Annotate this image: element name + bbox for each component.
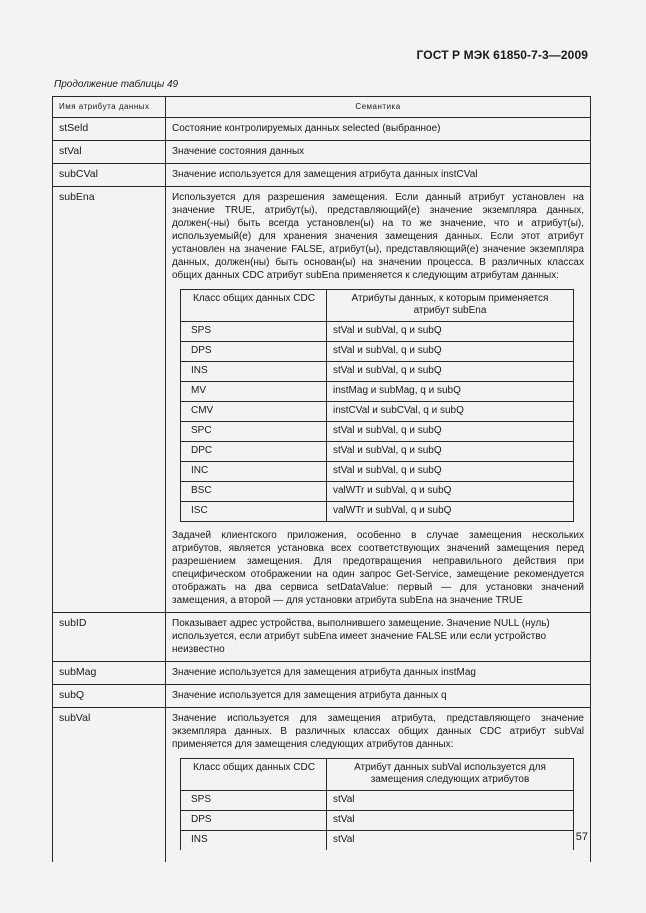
table-row-stVal <box>53 141 591 164</box>
cdc-class: ISC <box>181 502 327 522</box>
inner-table-row <box>181 422 574 442</box>
inner-table-row <box>181 502 574 522</box>
attribute-semantics-note: Задачей клиентского приложения, особенно в случае замещения нескольких атрибутов, является установка всех соответствующих значений замещения перед разрешением замещения. Для предотвращения неправильного действия при специфическом отображении на один запрос Get-Service, замещение рекомендуется отображать на два сервиса setDataValue: первый — для установки значений замещения, а второй — для установки атрибута subEna на значение TRUE <box>172 530 584 606</box>
cdc-class: BSC <box>181 482 327 502</box>
inner-table-row <box>181 342 574 362</box>
attribute-semantics: Используется для разрешения замещения. Если данный атрибут установлен на значение TRUE, атрибут(ы), представляющий(е) значение экземпляра данных, должен(-ны) быть всегда установлен(ы) на то же значение, что и атрибут(ы), используемый(е) для хранения значения замещения данных. Если этот атрибут установлен на значение FALSE, атрибут(ы), представляющий(е) значение экземпляра данных, должен(ны) быть основан(ы) на значении процесса. В различных классах общих данных CDC атрибут subEna применяется к следующим атрибутам данных: <box>172 192 584 281</box>
applied-attributes: stVal и subVal, q и subQ <box>327 342 574 362</box>
attribute-semantics: Значение используется для замещения атрибута, представляющего значение экземпляра данных. В различных классах общих данных CDC атрибут subVal применяется для замещения следующих атрибутов данных: <box>172 713 584 750</box>
applied-attributes: instMag и subMag, q и subQ <box>327 382 574 402</box>
attribute-name: subID <box>53 613 166 662</box>
inner-table-row <box>181 442 574 462</box>
cdc-class: SPC <box>181 422 327 442</box>
applied-attributes: stVal и subVal, q и subQ <box>327 322 574 342</box>
applied-attributes: valWTr и subVal, q и subQ <box>327 482 574 502</box>
attribute-semantics: Значение используется для замещения атрибута данных instCVal <box>166 164 591 187</box>
attribute-semantics: Значение состояния данных <box>166 141 591 164</box>
inner-column-header-cdc: Класс общих данных CDC <box>181 759 327 791</box>
table-row-stSeld <box>53 118 591 141</box>
attribute-name: stVal <box>53 141 166 164</box>
cdc-class: DPC <box>181 442 327 462</box>
table-row-subCVal <box>53 164 591 187</box>
table-continuation-caption: Продолжение таблицы 49 <box>54 79 179 90</box>
attribute-semantics-cell <box>166 187 591 613</box>
applied-attributes: valWTr и subVal, q и subQ <box>327 502 574 522</box>
applied-attributes: stVal и subVal, q и subQ <box>327 422 574 442</box>
replaced-attribute: stVal <box>327 831 574 851</box>
cdc-class: INC <box>181 462 327 482</box>
attribute-name: subQ <box>53 685 166 708</box>
inner-table-row <box>181 831 574 851</box>
applied-attributes: stVal и subVal, q и subQ <box>327 362 574 382</box>
applied-attributes: instCVal и subCVal, q и subQ <box>327 402 574 422</box>
subVal-cdc-table <box>180 758 574 850</box>
replaced-attribute: stVal <box>327 811 574 831</box>
inner-header-row <box>181 290 574 322</box>
inner-table-row <box>181 322 574 342</box>
inner-table-row <box>181 811 574 831</box>
attribute-semantics: Показывает адрес устройства, выполнившего замещение. Значение NULL (нуль) используется, если атрибут subEna имеет значение FALSE или если устройство неизвестно <box>166 613 591 662</box>
inner-column-header-attributes: Атрибуты данных, к которым применяется атрибут subEna <box>327 290 574 322</box>
document-standard-header: ГОСТ Р МЭК 61850-7-3—2009 <box>416 48 588 62</box>
attribute-semantics: Значение используется для замещения атрибута данных instMag <box>166 662 591 685</box>
inner-header-row <box>181 759 574 791</box>
cdc-class: DPS <box>181 811 327 831</box>
table-row-subVal <box>53 708 591 863</box>
inner-table-row <box>181 382 574 402</box>
attribute-semantics-cell <box>166 708 591 863</box>
inner-table-row <box>181 402 574 422</box>
table-row-subID <box>53 613 591 662</box>
applied-attributes: stVal и subVal, q и subQ <box>327 462 574 482</box>
table-row-subQ <box>53 685 591 708</box>
replaced-attribute: stVal <box>327 791 574 811</box>
attribute-semantics: Состояние контролируемых данных selected (выбранное) <box>166 118 591 141</box>
table-row-subEna <box>53 187 591 613</box>
applied-attributes: stVal и subVal, q и subQ <box>327 442 574 462</box>
attribute-name: stSeld <box>53 118 166 141</box>
column-header-attribute-name: Имя атрибута данных <box>53 97 166 118</box>
inner-column-header-attributes: Атрибут данных subVal используется для замещения следующих атрибутов <box>327 759 574 791</box>
table-header-row <box>53 97 591 118</box>
inner-table-row <box>181 462 574 482</box>
cdc-class: SPS <box>181 791 327 811</box>
table-row-subMag <box>53 662 591 685</box>
inner-table-row <box>181 791 574 811</box>
cdc-class: INS <box>181 831 327 851</box>
attribute-name: subVal <box>53 708 166 863</box>
cdc-class: MV <box>181 382 327 402</box>
cdc-class: SPS <box>181 322 327 342</box>
page-number: 57 <box>575 831 588 843</box>
cdc-class: CMV <box>181 402 327 422</box>
subEna-cdc-table <box>180 289 574 522</box>
attribute-semantics-table <box>52 96 591 862</box>
cdc-class: INS <box>181 362 327 382</box>
cdc-class: DPS <box>181 342 327 362</box>
attribute-name: subCVal <box>53 164 166 187</box>
inner-table-row <box>181 482 574 502</box>
attribute-name: subMag <box>53 662 166 685</box>
attribute-semantics: Значение используется для замещения атрибута данных q <box>166 685 591 708</box>
inner-column-header-cdc: Класс общих данных CDC <box>181 290 327 322</box>
inner-table-row <box>181 362 574 382</box>
attribute-name: subEna <box>53 187 166 613</box>
column-header-semantics: Семантика <box>166 97 591 118</box>
